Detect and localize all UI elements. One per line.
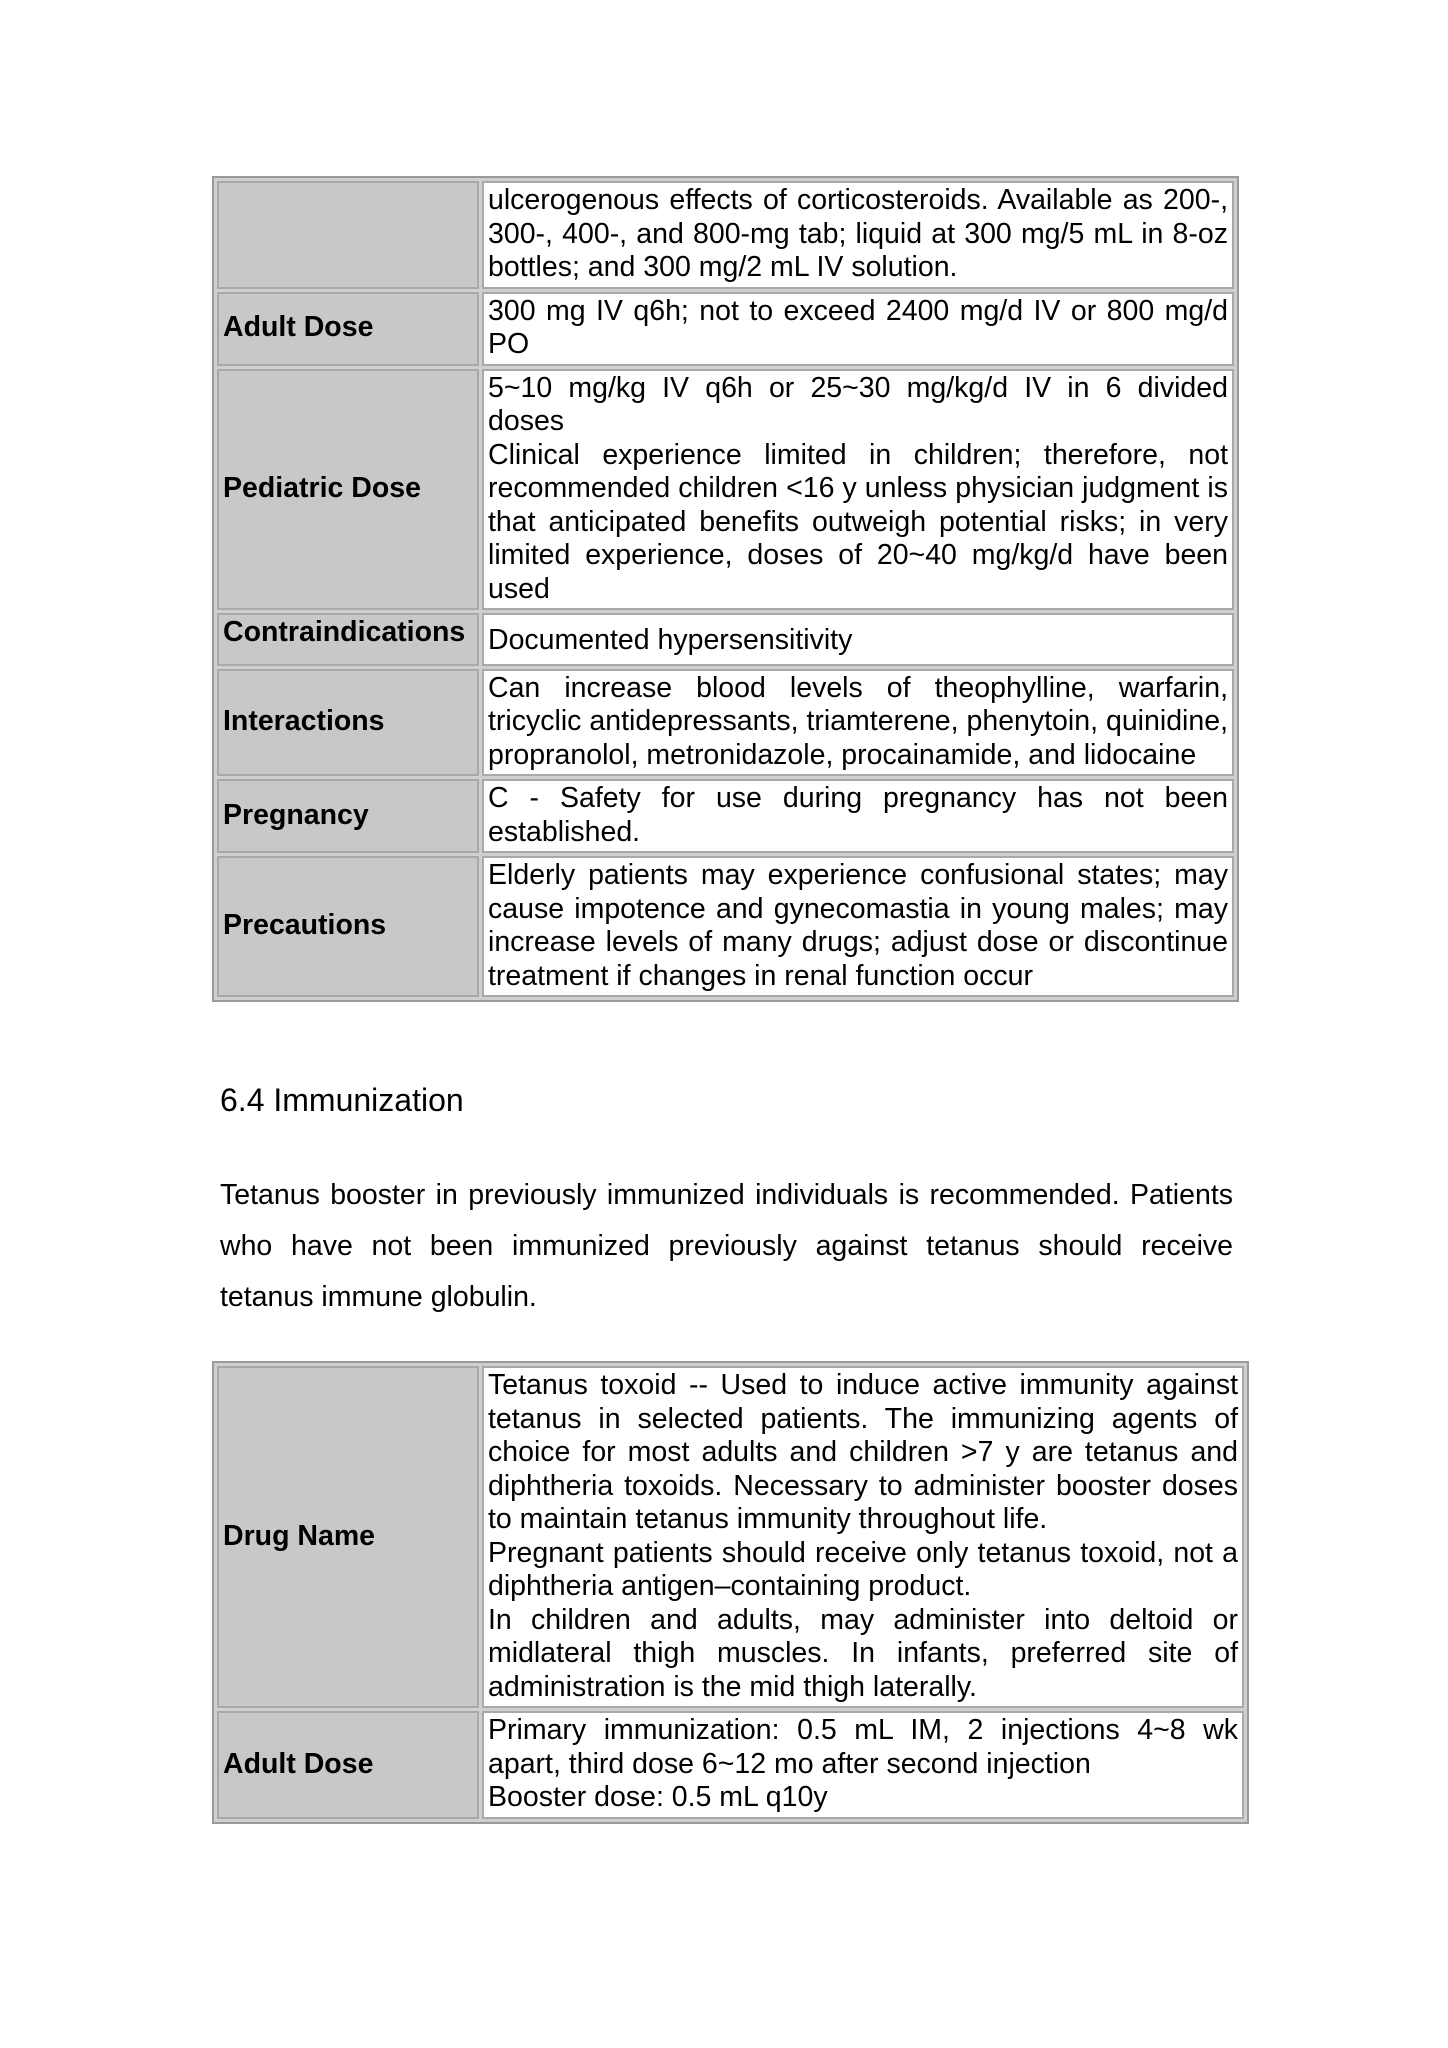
row-value bbox=[482, 669, 1234, 777]
row-text: Pregnant patients should receive only tetanus toxoid, not a diphtheria antigen–containing product. bbox=[488, 1536, 1238, 1602]
table-row bbox=[217, 1711, 1244, 1819]
row-value bbox=[482, 1366, 1244, 1708]
row-value bbox=[482, 1711, 1244, 1819]
table-row bbox=[217, 669, 1234, 777]
table-row bbox=[217, 1366, 1244, 1708]
drug-info-table-cimetidine bbox=[212, 176, 1239, 1002]
row-text: Clinical experience limited in children; therefore, not recommended children <16 y unless physician judgment is that anticipated benefits outweigh potential risks; in very limited experience, doses of 20~40 mg/kg/d have been used bbox=[488, 438, 1228, 605]
row-label: Pediatric Dose bbox=[217, 369, 479, 611]
row-text: Elderly patients may experience confusional states; may cause impotence and gynecomastia in young males; may increase levels of many drugs; adjust dose or discontinue treatment if changes in renal function occur bbox=[488, 859, 1228, 992]
row-text: Documented hypersensitivity bbox=[488, 624, 853, 656]
row-label: Contraindications bbox=[217, 613, 479, 666]
row-value bbox=[482, 856, 1234, 997]
row-text: Booster dose: 0.5 mL q10y bbox=[488, 1781, 828, 1813]
table-row bbox=[217, 292, 1234, 366]
row-label: Drug Name bbox=[217, 1366, 479, 1708]
drug-info-table-tetanus-toxoid bbox=[212, 1361, 1249, 1824]
row-text: Tetanus toxoid -- Used to induce active immunity against tetanus in selected patients. The immunizing agents of choice for most adults and children >7 y are tetanus and diphtheria toxoids. Necessary to administer booster doses to maintain tetanus immunity throughout life. bbox=[488, 1369, 1238, 1535]
row-label: Precautions bbox=[217, 856, 479, 997]
row-text: 300 mg IV q6h; not to exceed 2400 mg/d IV or 800 mg/d PO bbox=[488, 294, 1228, 360]
row-text: ulcerogenous effects of corticosteroids. Available as 200-, 300-, 400-, and 800-mg tab; liquid at 300 mg/5 mL in 8-oz bottles; and 300 mg/2 mL IV solution. bbox=[488, 184, 1228, 283]
section-paragraph: Tetanus booster in previously immunized individuals is recommended. Patients who have not been immunized previously against tetanus should receive tetanus immune globulin. bbox=[220, 1179, 1233, 1313]
table-row bbox=[217, 613, 1234, 666]
row-text: Can increase blood levels of theophylline, warfarin, tricyclic antidepressants, triamterene, phenytoin, quinidine, propranolol, metronidazole, procainamide, and lidocaine bbox=[488, 671, 1228, 771]
row-text: Primary immunization: 0.5 mL IM, 2 injections 4~8 wk apart, third dose 6~12 mo after second injection bbox=[488, 1714, 1238, 1780]
row-text: In children and adults, may administer into deltoid or midlateral thigh muscles. In infants, preferred site of administration is the mid thigh laterally. bbox=[488, 1603, 1238, 1703]
row-text: 5~10 mg/kg IV q6h or 25~30 mg/kg/d IV in 6 divided doses bbox=[488, 371, 1228, 437]
row-label: Pregnancy bbox=[217, 779, 479, 853]
row-value bbox=[482, 369, 1234, 611]
table-row bbox=[217, 779, 1234, 853]
row-value bbox=[482, 779, 1234, 853]
row-value bbox=[482, 292, 1234, 366]
row-label bbox=[217, 181, 479, 289]
table-row bbox=[217, 181, 1234, 289]
row-value bbox=[482, 613, 1234, 666]
row-label: Interactions bbox=[217, 669, 479, 777]
table-row bbox=[217, 369, 1234, 611]
section-heading: 6.4 Immunization bbox=[220, 1082, 464, 1118]
row-text: C - Safety for use during pregnancy has not been established. bbox=[488, 782, 1228, 848]
row-value bbox=[482, 181, 1234, 289]
row-label: Adult Dose bbox=[217, 1711, 479, 1819]
table-row bbox=[217, 856, 1234, 997]
row-label: Adult Dose bbox=[217, 292, 479, 366]
